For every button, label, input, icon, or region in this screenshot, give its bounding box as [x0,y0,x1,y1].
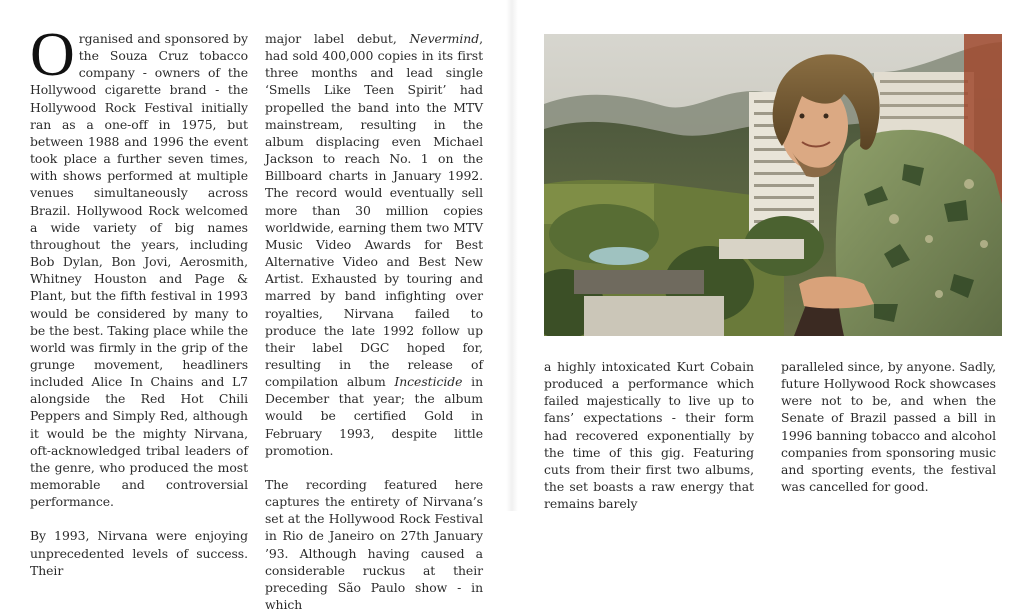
album-title-nevermind: Nevermind [409,31,480,46]
text-column-3 [544,358,754,512]
text-column-2 [265,30,483,613]
album-title-incesticide: Incesticide [394,374,463,390]
intro-paragraph [30,21,248,510]
text-column-1 [30,21,248,579]
text-run: in December that year; the album would be certified Gold in February 1993, despite little promotion. [265,374,484,458]
drop-cap: O [30,21,75,89]
recording-paragraph: The recording featured here captures the entirety of Nirvana’s set at the Hollywood Rock Festival in Rio de Janeiro on 27th January ’93. Although having caused a considerable ruckus at their preceding São Paulo show - in which [265,476,483,612]
performance-paragraph: a highly intoxicated Kurt Cobain produced a performance which failed majestically to live up to fans’ expectations - their form had recovered exponentially by the time of this gig. Featuring cuts from their first two albums, the set boasts a raw energy that remains barely [544,359,754,512]
kurt-cobain-photo [544,34,1002,336]
text-run: , had sold 400,000 copies in its first three months and lead single ‘Smells Like Teen Spirit’ had propelled the band into the MTV mainstream, resulting in the album displacing even Michael Jackson to reach No. 1 on the Billboard charts in January 1992. The record would eventually sell more than 30 million copies worldwide, earning them two MTV Music Video Awards for Best Alternative Video and Best New Artist. Exhausted by touring and marred by band infighting over royalties, Nirvana failed to produce the late 1992 follow up their label DGC hoped for, resulting in the release of compilation album [265,31,483,390]
closing-paragraph: paralleled since, by anyone. Sadly, future Hollywood Rock showcases were not to be, and when the Senate of Brazil passed a bill in 1996 banning tobacco and alcohol companies from sponsoring music and sporting events, the festival was cancelled for good. [781,359,996,495]
intro-paragraph-text: rganised and sponsored by the Souza Cruz tobacco company - owners of the Hollywood cigarette brand - the Hollywood Rock Festival initially ran as a one-off in 1975, but between 1988 and 1996 the event took place a further seven times, with shows performed at multiple venues simultaneously across Brazil. Hollywood Rock welcomed a wide variety of big names throughout the years, including Bob Dylan, Bon Jovi, Aerosmith, Whitney Houston and Page & Plant, but the fifth festival in 1993 would be considered by many to be the best. Taking place while the world was firmly in the grip of the grunge movement, headliners included Alice In Chains and L7 alongside the Red Hot Chili Peppers and Simply Red, although it would be the mighty Nirvana, oft-acknowledged tribal leaders of the genre, who produced the most memorable and controversial performance. [30,31,248,510]
text-run: major label debut, [265,31,410,46]
page-gutter [506,0,518,511]
nevermind-paragraph [265,30,483,459]
text-column-4 [781,358,996,495]
paragraph-1993: By 1993, Nirvana were enjoying unprecedented levels of success. Their [30,528,248,578]
